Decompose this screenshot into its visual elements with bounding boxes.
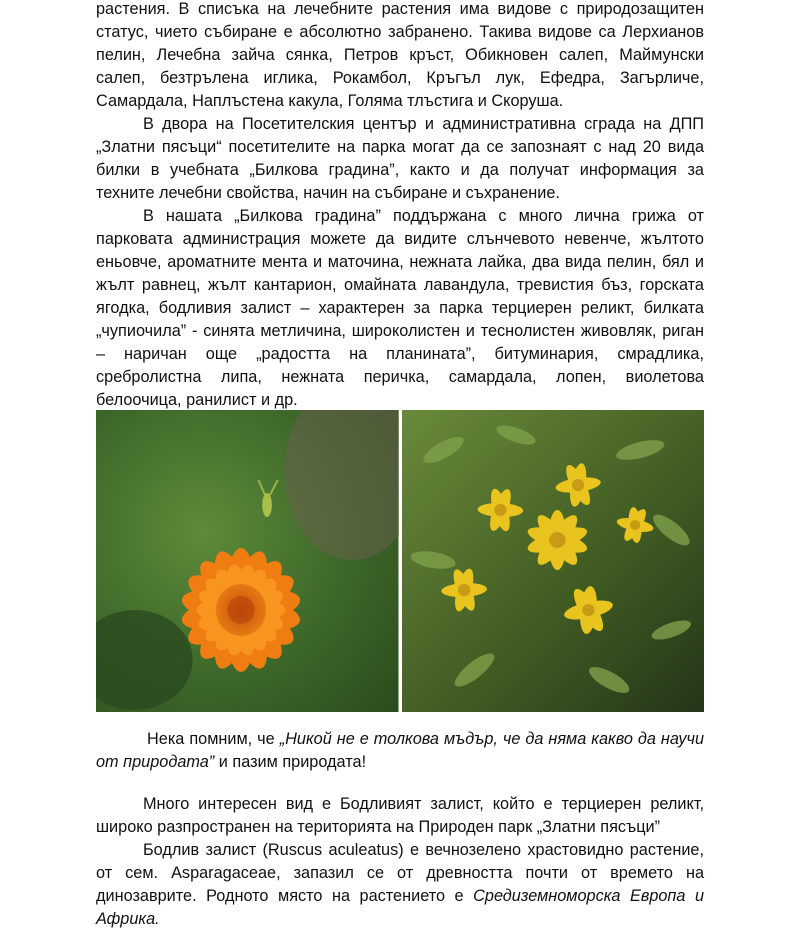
st-johns-wort-icon xyxy=(402,410,705,712)
photo-row xyxy=(96,410,704,712)
quote-italic: „Никой не е толкова мъдър, че да няма какво да научи от природата” xyxy=(96,730,705,771)
paragraph-herb-garden-list: В нашата „Билкова градина” поддържана с много лична грижа от парковата администрация можете да видите слънчевото невенче, жълтото еньовче, ароматните мента и маточина, нежната лайка, два вида пелин, бял и жълт равнец, жълт кантарион, омайната лавандула, тревистия бъз, горската ягодка, бодливия залист – характерен за парка терциерен реликт, билката „чупиочила” - синята метличина, широколистен и теснолистен живовляк, риган – наричан още „радостта на планината”, битуминария, смрадлика, сребролистна липа, нежната перичка, самардала, лопен, виолетова белоочица, ранилист и др. xyxy=(96,207,704,409)
paragraph-protected-species: растения. В списъка на лечебните растения има видове с природозащитен статус, чието събиране е абсолютно забранено. Такива видове са Лерхианов пелин, Лечебна зайча сянка, Петров кръст, Обикновен салеп, Маймунски салеп, безтрълена иглика, Рокамбол, Кръгъл лук, Ефедра, Загърличе, Самардала, Наплъстена какула, Голяма тлъстига и Скоруша. xyxy=(96,0,704,110)
quote-tail: и пазим природата! xyxy=(214,753,367,771)
calendula-flower-icon xyxy=(96,410,399,712)
ruscus-origin: Средиземноморска Европа и Африка. xyxy=(96,887,704,928)
quote-lead: Нека помним, че xyxy=(147,730,280,748)
document-body xyxy=(96,0,704,412)
final-section xyxy=(96,793,704,931)
paragraph-ruscus-description xyxy=(96,839,704,931)
quote-paragraph xyxy=(96,728,704,774)
paragraph-ruscus-intro: Много интересен вид е Бодливият залист, който е терциерен реликт, широко разпространен на територията на Природен парк „Златни пясъци” xyxy=(96,795,704,836)
st-johns-wort-photo xyxy=(402,410,705,712)
calendula-photo xyxy=(96,410,399,712)
paragraph-herb-garden-intro: В двора на Посетителския център и административна сграда на ДПП „Златни пясъци“ посетителите на парка могат да се запознаят с над 20 вида билки в учебната „Билкова градина”, както и да получат информация за техните лечебни свойства, начин на събиране и съхранение. xyxy=(96,115,704,202)
ruscus-description-text: Бодлив залист (Ruscus aculeatus) е вечнозелено храстовидно растение, от сем. Asparagaceae, запазил се от древността почти от времето на динозаврите. Родното място на растението е xyxy=(96,841,704,905)
